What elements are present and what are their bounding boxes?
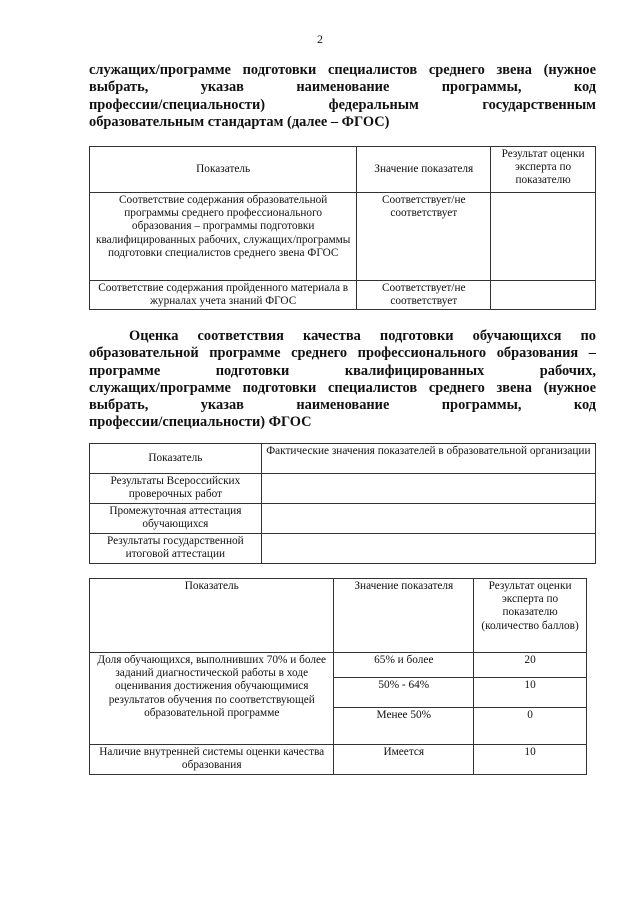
indicator-cell: Соответствие содержания пройденного материала в журналах учета знаний ФГОС	[90, 281, 357, 310]
intro-line: образовательным стандартам (далее – ФГОС)	[89, 113, 390, 130]
score-cell: 0	[474, 708, 587, 745]
table-header: Значение показателя	[334, 579, 474, 653]
table-header: Результат оценки эксперта по показателю	[491, 147, 596, 193]
score-cell: 10	[474, 745, 587, 775]
value-cell: 65% и более	[334, 653, 474, 678]
table-row	[90, 504, 596, 534]
value-cell	[261, 474, 595, 504]
actual-values-table	[89, 443, 596, 564]
intro-paragraph	[89, 62, 596, 131]
heading-line: служащих/программе подготовки специалистов среднего звена (нужное	[89, 379, 596, 396]
page-number: 2	[317, 32, 323, 46]
table-row	[90, 653, 587, 678]
heading-line: выбрать, указав наименование программы, код	[89, 397, 596, 414]
section-heading	[89, 328, 596, 432]
table-header: Результат оценки эксперта по показателю (количество баллов)	[474, 579, 587, 653]
intro-line: профессии/специальности) федеральным государственным	[89, 96, 596, 113]
table-header: Фактические значения показателей в образовательной организации	[261, 444, 595, 474]
indicator-cell: Результаты государственной итоговой аттестации	[90, 534, 262, 564]
score-cell: 10	[474, 678, 587, 708]
intro-line: выбрать, указав наименование программы, код	[89, 79, 596, 96]
table-header: Показатель	[90, 444, 262, 474]
value-cell: Имеется	[334, 745, 474, 775]
table-row	[90, 281, 596, 310]
intro-line: служащих/программе подготовки специалистов среднего звена (нужное	[89, 62, 596, 78]
indicator-cell: Наличие внутренней системы оценки качества образования	[90, 745, 334, 775]
table-header: Значение показателя	[357, 147, 491, 193]
table-header: Показатель	[90, 579, 334, 653]
value-cell: 50% - 64%	[334, 678, 474, 708]
value-cell: Соответствует/не соответствует	[357, 193, 491, 281]
result-cell	[491, 281, 596, 310]
heading-line: программе подготовки квалифицированных рабочих,	[89, 362, 596, 379]
table-header: Показатель	[90, 147, 357, 193]
indicator-cell: Доля обучающихся, выполнивших 70% и более заданий диагностической работы в ходе оценивания достижения обучающимися результатов обучения по соответствующей образовательной программе	[90, 653, 334, 745]
heading-line: профессии/специальности) ФГОС	[89, 414, 312, 431]
table-row	[90, 474, 596, 504]
heading-line: Оценка соответствия качества подготовки обучающихся по	[129, 328, 596, 344]
indicator-cell: Результаты Всероссийских проверочных работ	[90, 474, 262, 504]
table-row	[90, 534, 596, 564]
value-cell: Менее 50%	[334, 708, 474, 745]
result-cell	[491, 193, 596, 281]
heading-line: образовательной программе среднего профессионального образования –	[89, 345, 596, 362]
score-cell: 20	[474, 653, 587, 678]
value-cell: Соответствует/не соответствует	[357, 281, 491, 310]
value-cell	[261, 534, 595, 564]
table-row	[90, 193, 596, 281]
table-row	[90, 745, 587, 775]
indicator-cell: Соответствие содержания образовательной программы среднего профессионального образования – программы подготовки квалифицированных рабочих, служащих/программы подготовки специалистов среднего звена ФГОС	[90, 193, 357, 281]
scoring-table	[89, 578, 587, 775]
indicator-cell: Промежуточная аттестация обучающихся	[90, 504, 262, 534]
fgos-compliance-table	[89, 146, 596, 310]
value-cell	[261, 504, 595, 534]
